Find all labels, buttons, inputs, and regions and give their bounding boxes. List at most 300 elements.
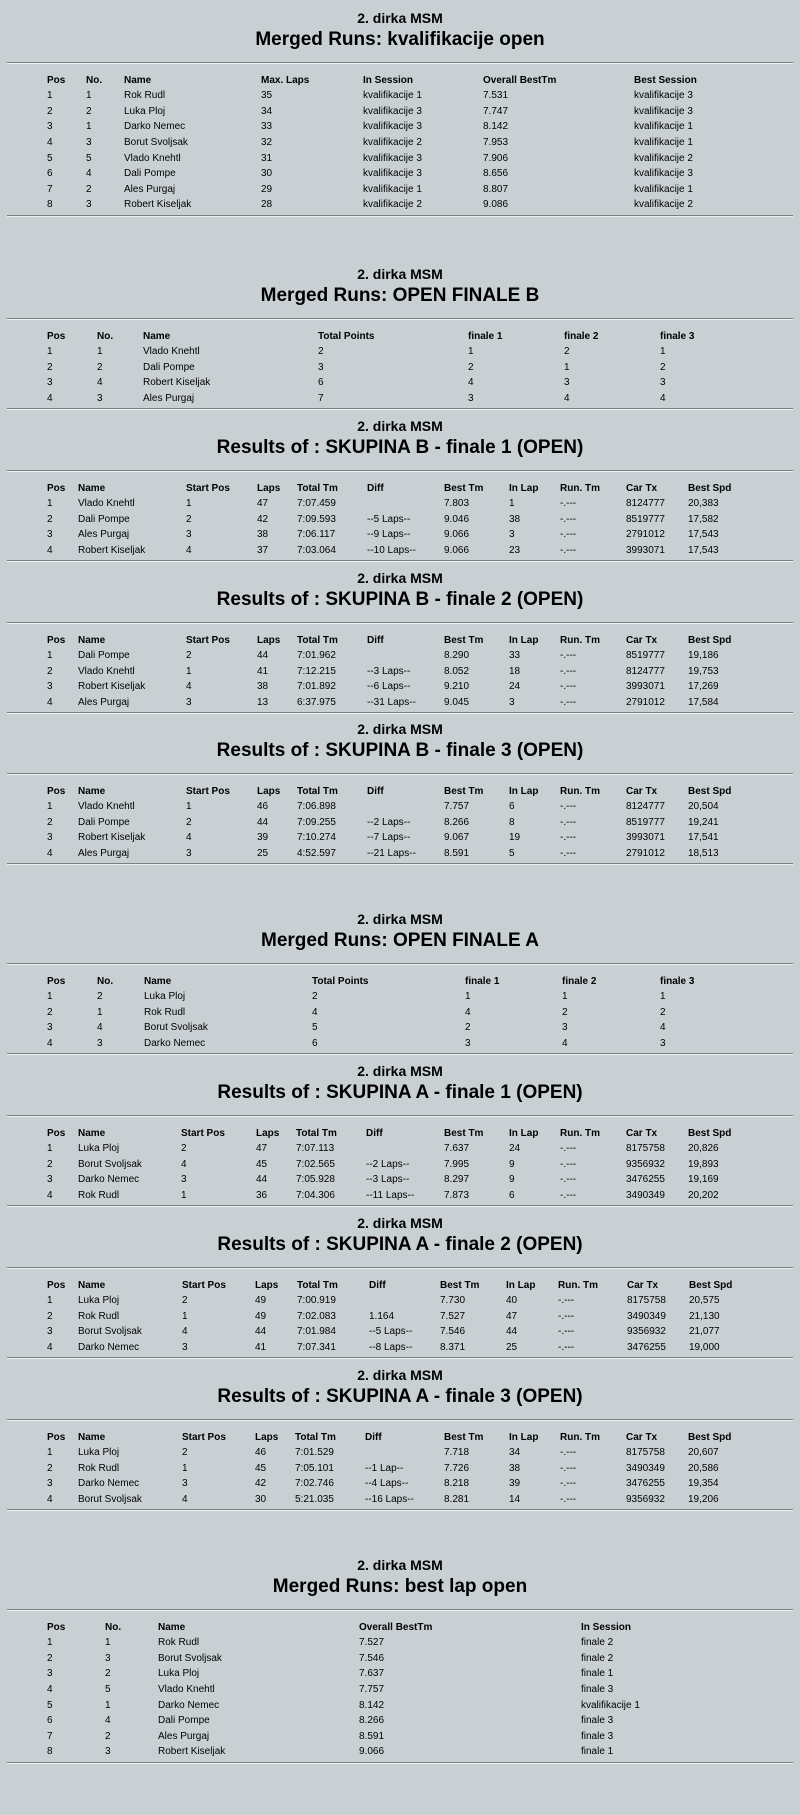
cell-car-tx: 8124777 bbox=[626, 498, 665, 510]
cell-best-spd: 20,202 bbox=[688, 1190, 719, 1202]
table-row bbox=[47, 1666, 681, 1682]
column-header-laps: Laps bbox=[257, 635, 281, 646]
column-header-pos: Pos bbox=[47, 1432, 66, 1443]
table-row bbox=[47, 846, 748, 862]
cell-diff: --2 Laps-- bbox=[366, 1158, 410, 1170]
table-row bbox=[47, 1744, 681, 1760]
cell-start-pos: 1 bbox=[186, 665, 192, 677]
cell-diff: --5 Laps-- bbox=[369, 1326, 413, 1338]
cell-run-tm: -.--- bbox=[558, 1295, 575, 1307]
results-table bbox=[47, 974, 720, 1051]
table-header-row bbox=[47, 633, 748, 648]
cell-start-pos: 1 bbox=[182, 1462, 188, 1474]
cell-pos: 4 bbox=[47, 1038, 53, 1050]
cell-in-session: kvalifikacije 1 bbox=[581, 1699, 640, 1711]
cell-no: 2 bbox=[105, 1730, 111, 1742]
cell-laps: 45 bbox=[255, 1462, 267, 1474]
table-header-row bbox=[47, 73, 734, 88]
table-row bbox=[47, 166, 734, 182]
cell-total-tm: 7:09.593 bbox=[297, 513, 336, 525]
column-header-in-lap: In Lap bbox=[506, 1280, 536, 1291]
cell-diff: --6 Laps-- bbox=[367, 681, 411, 693]
cell-diff bbox=[367, 648, 444, 664]
cell-in-session: kvalifikacije 2 bbox=[363, 137, 422, 149]
column-header-pos: Pos bbox=[47, 1280, 66, 1291]
cell-best-session: kvalifikacije 1 bbox=[634, 121, 693, 133]
column-header-pos: Pos bbox=[47, 75, 66, 86]
column-header-diff: Diff bbox=[367, 635, 384, 646]
cell-name: Darko Nemec bbox=[78, 1174, 140, 1186]
cell-pos: 4 bbox=[47, 848, 53, 860]
cell-best-spd: 20,826 bbox=[688, 1143, 719, 1155]
cell-no: 3 bbox=[105, 1746, 111, 1758]
table-row bbox=[47, 1036, 720, 1052]
table-row bbox=[47, 496, 748, 512]
cell-car-tx: 9356932 bbox=[626, 1494, 665, 1506]
cell-best-spd: 17,269 bbox=[688, 681, 719, 693]
cell-pos: 4 bbox=[47, 545, 53, 557]
cell-best-tm: 7.726 bbox=[444, 1462, 470, 1474]
cell-overall-besttm: 8.656 bbox=[483, 168, 509, 180]
cell-pos: 3 bbox=[47, 377, 53, 389]
cell-finale-3: 3 bbox=[660, 377, 666, 389]
table-row bbox=[47, 664, 748, 680]
cell-best-session: kvalifikacije 1 bbox=[634, 183, 693, 195]
table-row bbox=[47, 1141, 748, 1157]
cell-best-spd: 17,582 bbox=[688, 513, 719, 525]
table-row bbox=[47, 197, 734, 213]
cell-finale-2: 2 bbox=[564, 346, 570, 358]
cell-overall-besttm: 8.266 bbox=[359, 1715, 385, 1727]
cell-overall-besttm: 7.637 bbox=[359, 1668, 385, 1680]
cell-pos: 4 bbox=[47, 1190, 53, 1202]
column-header-no: No. bbox=[97, 331, 114, 342]
column-header-car-tx: Car Tx bbox=[626, 1128, 658, 1139]
cell-finale-1: 3 bbox=[465, 1038, 471, 1050]
cell-pos: 2 bbox=[47, 816, 53, 828]
column-header-diff: Diff bbox=[367, 786, 384, 797]
cell-run-tm: -.--- bbox=[560, 529, 577, 541]
column-header-name: Name bbox=[78, 483, 106, 494]
cell-run-tm: -.--- bbox=[560, 1447, 577, 1459]
cell-pos: 2 bbox=[47, 1462, 53, 1474]
cell-name: Vlado Knehtl bbox=[78, 665, 135, 677]
cell-max-laps: 32 bbox=[261, 137, 273, 149]
cell-run-tm: -.--- bbox=[560, 1462, 577, 1474]
cell-name: Ales Purgaj bbox=[78, 848, 130, 860]
table-row bbox=[47, 1729, 681, 1745]
cell-total-tm: 7:05.101 bbox=[295, 1462, 334, 1474]
table-row bbox=[47, 1293, 749, 1309]
cell-in-lap: 23 bbox=[509, 545, 521, 557]
cell-total-tm: 7:07.113 bbox=[296, 1143, 335, 1155]
cell-total-points: 4 bbox=[312, 1006, 318, 1018]
cell-car-tx: 2791012 bbox=[626, 529, 665, 541]
cell-best-tm: 9.066 bbox=[444, 545, 470, 557]
cell-pos: 3 bbox=[47, 529, 53, 541]
cell-in-session: finale 1 bbox=[581, 1746, 614, 1758]
cell-name: Darko Nemec bbox=[78, 1478, 140, 1490]
cell-best-tm: 7.637 bbox=[444, 1143, 470, 1155]
cell-pos: 3 bbox=[47, 1174, 53, 1186]
cell-diff: --2 Laps-- bbox=[367, 816, 411, 828]
cell-overall-besttm: 7.953 bbox=[483, 137, 509, 149]
cell-no: 4 bbox=[97, 1022, 103, 1034]
cell-pos: 1 bbox=[47, 346, 53, 358]
cell-total-tm: 7:02.746 bbox=[295, 1478, 334, 1490]
cell-diff: --11 Laps-- bbox=[366, 1190, 415, 1202]
cell-name: Vlado Knehtl bbox=[78, 801, 135, 813]
cell-laps: 47 bbox=[256, 1143, 268, 1155]
cell-in-lap: 47 bbox=[506, 1310, 518, 1322]
event-name: 2. dirka MSM bbox=[357, 1063, 443, 1079]
cell-laps: 37 bbox=[257, 545, 269, 557]
cell-name: Vlado Knehtl bbox=[124, 152, 181, 164]
cell-in-lap: 14 bbox=[509, 1494, 521, 1506]
cell-best-tm: 9.046 bbox=[444, 513, 470, 525]
cell-start-pos: 3 bbox=[181, 1174, 187, 1186]
cell-car-tx: 3993071 bbox=[626, 832, 665, 844]
event-name: 2. dirka MSM bbox=[357, 10, 443, 26]
cell-pos: 2 bbox=[47, 1158, 53, 1170]
column-header-total-tm: Total Tm bbox=[297, 635, 338, 646]
cell-in-lap: 24 bbox=[509, 681, 521, 693]
cell-total-tm: 7:01.892 bbox=[297, 681, 336, 693]
column-header-finale-2: finale 2 bbox=[564, 331, 599, 342]
cell-start-pos: 4 bbox=[186, 545, 192, 557]
cell-name: Robert Kiseljak bbox=[78, 545, 146, 557]
cell-run-tm: -.--- bbox=[560, 832, 577, 844]
cell-finale-1: 3 bbox=[468, 393, 474, 405]
column-header-best-tm: Best Tm bbox=[440, 1280, 480, 1291]
table-row bbox=[47, 695, 748, 711]
divider bbox=[7, 318, 793, 320]
column-header-in-lap: In Lap bbox=[509, 786, 539, 797]
cell-total-points: 3 bbox=[318, 361, 324, 373]
column-header-best-tm: Best Tm bbox=[444, 1432, 484, 1443]
cell-start-pos: 4 bbox=[182, 1326, 188, 1338]
column-header-in-lap: In Lap bbox=[509, 635, 539, 646]
column-header-no: No. bbox=[86, 75, 103, 86]
cell-name: Borut Svoljsak bbox=[78, 1326, 142, 1338]
cell-finale-2: 1 bbox=[564, 361, 570, 373]
table-row bbox=[47, 799, 748, 815]
cell-best-spd: 17,543 bbox=[688, 545, 719, 557]
cell-diff: --8 Laps-- bbox=[369, 1342, 413, 1354]
divider bbox=[7, 712, 793, 714]
cell-best-tm: 7.527 bbox=[440, 1310, 466, 1322]
cell-no: 1 bbox=[105, 1637, 111, 1649]
cell-diff bbox=[366, 1141, 444, 1157]
cell-name: Rok Rudl bbox=[78, 1462, 120, 1474]
cell-finale-1: 4 bbox=[465, 1006, 471, 1018]
cell-best-session: kvalifikacije 3 bbox=[634, 168, 693, 180]
section-title: Results of : SKUPINA B - finale 3 (OPEN) bbox=[216, 740, 584, 761]
cell-pos: 1 bbox=[47, 991, 53, 1003]
cell-best-tm: 8.218 bbox=[444, 1478, 470, 1490]
cell-best-spd: 20,575 bbox=[689, 1295, 720, 1307]
cell-no: 4 bbox=[86, 168, 92, 180]
column-header-laps: Laps bbox=[257, 483, 281, 494]
column-header-overall-besttm: Overall BestTm bbox=[483, 75, 557, 86]
cell-car-tx: 8519777 bbox=[626, 650, 665, 662]
column-header-best-spd: Best Spd bbox=[688, 1432, 732, 1443]
table-header-row bbox=[47, 481, 748, 496]
table-row bbox=[47, 679, 748, 695]
cell-laps: 25 bbox=[257, 848, 269, 860]
cell-car-tx: 3490349 bbox=[626, 1462, 665, 1474]
cell-start-pos: 2 bbox=[186, 650, 192, 662]
cell-run-tm: -.--- bbox=[560, 1174, 577, 1186]
cell-laps: 30 bbox=[255, 1494, 267, 1506]
cell-start-pos: 1 bbox=[182, 1310, 188, 1322]
cell-name: Ales Purgaj bbox=[143, 393, 195, 405]
divider bbox=[7, 1205, 793, 1207]
cell-diff: --7 Laps-- bbox=[367, 832, 411, 844]
divider bbox=[7, 408, 793, 410]
cell-in-lap: 6 bbox=[509, 801, 515, 813]
cell-pos: 7 bbox=[47, 1730, 53, 1742]
column-header-finale-1: finale 1 bbox=[465, 976, 500, 987]
cell-start-pos: 4 bbox=[181, 1158, 187, 1170]
cell-name: Robert Kiseljak bbox=[78, 832, 146, 844]
cell-best-spd: 19,186 bbox=[688, 650, 719, 662]
cell-overall-besttm: 7.546 bbox=[359, 1652, 385, 1664]
cell-laps: 39 bbox=[257, 832, 269, 844]
cell-in-lap: 19 bbox=[509, 832, 521, 844]
cell-pos: 6 bbox=[47, 168, 53, 180]
column-header-best-spd: Best Spd bbox=[688, 483, 732, 494]
cell-no: 2 bbox=[97, 361, 103, 373]
table-row bbox=[47, 104, 734, 120]
cell-laps: 44 bbox=[257, 816, 269, 828]
column-header-name: Name bbox=[78, 635, 106, 646]
column-header-pos: Pos bbox=[47, 976, 66, 987]
cell-in-lap: 18 bbox=[509, 665, 521, 677]
cell-pos: 8 bbox=[47, 199, 53, 211]
cell-max-laps: 28 bbox=[261, 199, 273, 211]
column-header-start-pos: Start Pos bbox=[182, 1432, 226, 1443]
cell-best-spd: 19,354 bbox=[688, 1478, 719, 1490]
cell-in-lap: 8 bbox=[509, 816, 515, 828]
column-header-name: Name bbox=[78, 1432, 106, 1443]
cell-best-spd: 19,893 bbox=[688, 1158, 719, 1170]
cell-finale-3: 1 bbox=[660, 991, 666, 1003]
cell-finale-1: 2 bbox=[465, 1022, 471, 1034]
column-header-total-tm: Total Tm bbox=[295, 1432, 336, 1443]
cell-in-lap: 38 bbox=[509, 1462, 521, 1474]
cell-best-spd: 19,000 bbox=[689, 1342, 720, 1354]
table-row bbox=[47, 1635, 681, 1651]
cell-name: Robert Kiseljak bbox=[124, 199, 192, 211]
column-header-diff: Diff bbox=[365, 1432, 382, 1443]
column-header-max-laps: Max. Laps bbox=[261, 75, 310, 86]
column-header-run-tm: Run. Tm bbox=[560, 786, 600, 797]
cell-laps: 46 bbox=[255, 1447, 267, 1459]
cell-no: 4 bbox=[97, 377, 103, 389]
column-header-name: Name bbox=[143, 331, 171, 342]
cell-name: Robert Kiseljak bbox=[158, 1746, 226, 1758]
table-row bbox=[47, 150, 734, 166]
cell-pos: 1 bbox=[47, 1447, 53, 1459]
cell-no: 5 bbox=[86, 152, 92, 164]
cell-no: 2 bbox=[97, 991, 103, 1003]
table-row bbox=[47, 135, 734, 151]
column-header-pos: Pos bbox=[47, 1128, 66, 1139]
cell-in-lap: 39 bbox=[509, 1478, 521, 1490]
column-header-car-tx: Car Tx bbox=[626, 483, 658, 494]
cell-run-tm: -.--- bbox=[558, 1342, 575, 1354]
cell-in-lap: 3 bbox=[509, 529, 515, 541]
divider bbox=[7, 622, 793, 624]
cell-name: Darko Nemec bbox=[158, 1699, 220, 1711]
cell-in-session: kvalifikacije 3 bbox=[363, 168, 422, 180]
cell-run-tm: -.--- bbox=[560, 1158, 577, 1170]
column-header-start-pos: Start Pos bbox=[186, 786, 230, 797]
cell-laps: 44 bbox=[257, 650, 269, 662]
cell-no: 3 bbox=[97, 1038, 103, 1050]
cell-total-points: 6 bbox=[318, 377, 324, 389]
cell-total-tm: 4:52.597 bbox=[297, 848, 336, 860]
cell-in-session: kvalifikacije 3 bbox=[363, 105, 422, 117]
cell-diff: --16 Laps-- bbox=[365, 1494, 414, 1506]
cell-best-spd: 17,541 bbox=[688, 832, 719, 844]
cell-in-session: kvalifikacije 2 bbox=[363, 199, 422, 211]
cell-total-points: 5 bbox=[312, 1022, 318, 1034]
cell-start-pos: 4 bbox=[186, 681, 192, 693]
cell-total-points: 2 bbox=[312, 991, 318, 1003]
cell-name: Luka Ploj bbox=[158, 1668, 200, 1680]
column-header-no: No. bbox=[105, 1622, 122, 1633]
cell-pos: 1 bbox=[47, 1295, 53, 1307]
table-row bbox=[47, 182, 734, 198]
event-name: 2. dirka MSM bbox=[357, 1215, 443, 1231]
cell-finale-3: 2 bbox=[660, 1006, 666, 1018]
cell-overall-besttm: 8.142 bbox=[483, 121, 509, 133]
cell-finale-1: 4 bbox=[468, 377, 474, 389]
event-name: 2. dirka MSM bbox=[357, 1557, 443, 1573]
cell-laps: 38 bbox=[257, 681, 269, 693]
cell-name: Rok Rudl bbox=[158, 1637, 200, 1649]
cell-laps: 38 bbox=[257, 529, 269, 541]
results-table bbox=[47, 1126, 748, 1203]
cell-in-session: finale 3 bbox=[581, 1730, 614, 1742]
table-row bbox=[47, 1492, 748, 1508]
cell-finale-3: 4 bbox=[660, 1022, 666, 1034]
cell-diff bbox=[365, 1445, 444, 1461]
table-header-row bbox=[47, 1126, 748, 1141]
cell-name: Borut Svoljsak bbox=[124, 137, 188, 149]
cell-car-tx: 3476255 bbox=[627, 1342, 666, 1354]
results-section bbox=[0, 418, 800, 562]
cell-pos: 3 bbox=[47, 1668, 53, 1680]
cell-finale-2: 3 bbox=[562, 1022, 568, 1034]
cell-overall-besttm: 7.747 bbox=[483, 105, 509, 117]
column-header-in-lap: In Lap bbox=[509, 1128, 539, 1139]
cell-best-spd: 17,543 bbox=[688, 529, 719, 541]
cell-diff: --9 Laps-- bbox=[367, 529, 411, 541]
cell-pos: 2 bbox=[47, 1652, 53, 1664]
cell-pos: 1 bbox=[47, 650, 53, 662]
cell-run-tm: -.--- bbox=[560, 498, 577, 510]
column-header-in-lap: In Lap bbox=[509, 1432, 539, 1443]
cell-best-tm: 7.546 bbox=[440, 1326, 466, 1338]
cell-laps: 13 bbox=[257, 697, 269, 709]
cell-in-lap: 33 bbox=[509, 650, 521, 662]
table-row bbox=[47, 543, 748, 559]
column-header-name: Name bbox=[158, 1622, 186, 1633]
table-row bbox=[47, 119, 734, 135]
cell-total-tm: 7:02.083 bbox=[297, 1310, 336, 1322]
column-header-laps: Laps bbox=[255, 1432, 279, 1443]
cell-name: Rok Rudl bbox=[78, 1310, 120, 1322]
table-row bbox=[47, 1020, 720, 1036]
cell-name: Luka Ploj bbox=[124, 105, 166, 117]
results-section bbox=[0, 1215, 800, 1359]
results-section bbox=[0, 721, 800, 865]
cell-diff: --3 Laps-- bbox=[366, 1174, 410, 1186]
cell-total-tm: 5:21.035 bbox=[295, 1494, 334, 1506]
cell-diff: --21 Laps-- bbox=[367, 848, 416, 860]
cell-diff bbox=[369, 1293, 440, 1309]
table-row bbox=[47, 360, 720, 376]
cell-pos: 3 bbox=[47, 1478, 53, 1490]
cell-no: 1 bbox=[86, 121, 92, 133]
event-name: 2. dirka MSM bbox=[357, 911, 443, 927]
cell-start-pos: 1 bbox=[181, 1190, 187, 1202]
cell-overall-besttm: 8.591 bbox=[359, 1730, 385, 1742]
cell-run-tm: -.--- bbox=[560, 513, 577, 525]
divider bbox=[7, 560, 793, 562]
cell-overall-besttm: 7.531 bbox=[483, 90, 509, 102]
cell-start-pos: 3 bbox=[186, 529, 192, 541]
cell-laps: 41 bbox=[257, 665, 269, 677]
cell-laps: 44 bbox=[256, 1174, 268, 1186]
cell-pos: 3 bbox=[47, 681, 53, 693]
cell-finale-2: 4 bbox=[562, 1038, 568, 1050]
column-header-pos: Pos bbox=[47, 1622, 66, 1633]
divider bbox=[7, 1509, 793, 1511]
cell-best-tm: 8.266 bbox=[444, 816, 470, 828]
column-header-name: Name bbox=[144, 976, 172, 987]
cell-no: 2 bbox=[105, 1668, 111, 1680]
cell-start-pos: 3 bbox=[182, 1342, 188, 1354]
cell-best-spd: 18,513 bbox=[688, 848, 719, 860]
cell-name: Rok Rudl bbox=[124, 90, 166, 102]
cell-overall-besttm: 8.807 bbox=[483, 183, 509, 195]
table-row bbox=[47, 1461, 748, 1477]
table-row bbox=[47, 1682, 681, 1698]
table-row bbox=[47, 1340, 749, 1356]
cell-start-pos: 2 bbox=[182, 1447, 188, 1459]
divider bbox=[7, 1419, 793, 1421]
cell-start-pos: 1 bbox=[186, 801, 192, 813]
cell-total-tm: 7:06.117 bbox=[297, 529, 336, 541]
column-header-best-spd: Best Spd bbox=[688, 635, 732, 646]
cell-total-tm: 6:37.975 bbox=[297, 697, 336, 709]
cell-car-tx: 9356932 bbox=[626, 1158, 665, 1170]
cell-run-tm: -.--- bbox=[560, 816, 577, 828]
results-section bbox=[0, 911, 800, 1055]
column-header-best-spd: Best Spd bbox=[688, 786, 732, 797]
cell-best-spd: 19,753 bbox=[688, 665, 719, 677]
cell-car-tx: 8175758 bbox=[627, 1295, 666, 1307]
table-row bbox=[47, 1172, 748, 1188]
cell-name: Vlado Knehtl bbox=[78, 498, 135, 510]
cell-pos: 1 bbox=[47, 90, 53, 102]
cell-car-tx: 3993071 bbox=[626, 545, 665, 557]
table-row bbox=[47, 1005, 720, 1021]
